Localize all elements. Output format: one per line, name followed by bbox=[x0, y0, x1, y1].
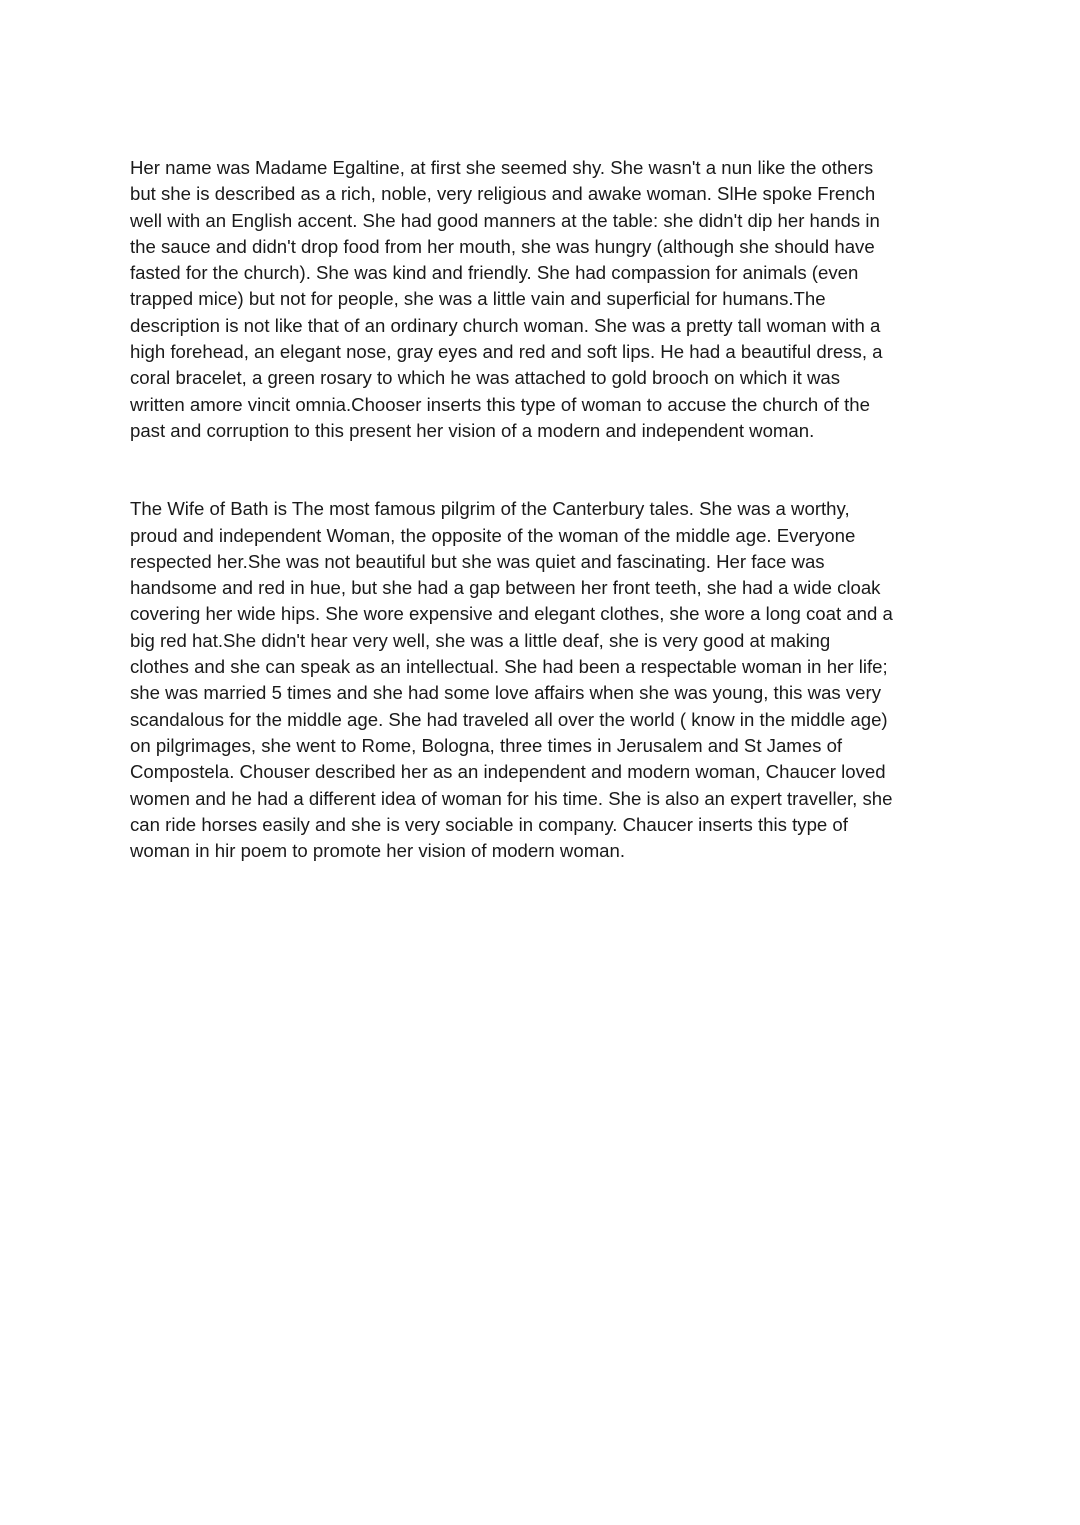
text-line: scandalous for the middle age. She had traveled all over the world ( know in the middle age) bbox=[130, 708, 888, 730]
text-line: but she is described as a rich, noble, very religious and awake woman. SlHe spoke French bbox=[130, 183, 876, 205]
paragraph-wife-of-bath bbox=[130, 496, 960, 864]
text-line: fasted for the church). She was kind and friendly. She had compassion for animals (even bbox=[130, 262, 859, 284]
text-line: Her name was Madame Egaltine, at first she seemed shy. She wasn't a nun like the others bbox=[130, 157, 874, 178]
text-line: clothes and she can speak as an intellectual. She had been a respectable woman in her life; bbox=[130, 656, 888, 678]
text-line: proud and independent Woman, the opposite of the woman of the middle age. Everyone bbox=[130, 524, 856, 546]
text-line: she was married 5 times and she had some love affairs when she was young, this was very bbox=[130, 682, 882, 704]
text-line: Compostela. Chouser described her as an independent and modern woman, Chaucer loved bbox=[130, 761, 886, 783]
text-line: trapped mice) but not for people, she was a little vain and superficial for humans.The bbox=[130, 288, 826, 310]
document-body bbox=[130, 155, 960, 864]
text-line: The Wife of Bath is The most famous pilgrim of the Canterbury tales. She was a worthy, bbox=[130, 498, 850, 520]
text-line: well with an English accent. She had good manners at the table: she didn't dip her hands in bbox=[130, 209, 880, 231]
text-line: the sauce and didn't drop food from her mouth, she was hungry (although she should have bbox=[130, 235, 875, 257]
text-line: respected her.She was not beautiful but she was quiet and fascinating. Her face was bbox=[130, 550, 825, 572]
text-line: covering her wide hips. She wore expensive and elegant clothes, she wore a long coat and a bbox=[130, 603, 893, 625]
text-line: coral bracelet, a green rosary to which he was attached to gold brooch on which it was bbox=[130, 367, 841, 389]
text-line: description is not like that of an ordinary church woman. She was a pretty tall woman with a bbox=[130, 314, 881, 336]
text-line: past and corruption to this present her vision of a modern and independent woman. bbox=[130, 419, 815, 441]
text-line: woman in hir poem to promote her vision of modern woman. bbox=[130, 840, 626, 862]
text-line: big red hat.She didn't hear very well, she was a little deaf, she is very good at making bbox=[130, 629, 831, 651]
text-line: high forehead, an elegant nose, gray eyes and red and soft lips. He had a beautiful dress, a bbox=[130, 341, 883, 363]
text-line: can ride horses easily and she is very sociable in company. Chaucer inserts this type of bbox=[130, 813, 848, 835]
text-line: written amore vincit omnia.Chooser inserts this type of woman to accuse the church of the bbox=[130, 393, 870, 415]
paragraph-madame-egaltine bbox=[130, 155, 960, 444]
text-line: handsome and red in hue, but she had a gap between her front teeth, she had a wide cloak bbox=[130, 577, 881, 599]
text-line: on pilgrimages, she went to Rome, Bologna, three times in Jerusalem and St James of bbox=[130, 734, 843, 756]
text-line: women and he had a different idea of woman for his time. She is also an expert traveller, she bbox=[130, 787, 893, 809]
